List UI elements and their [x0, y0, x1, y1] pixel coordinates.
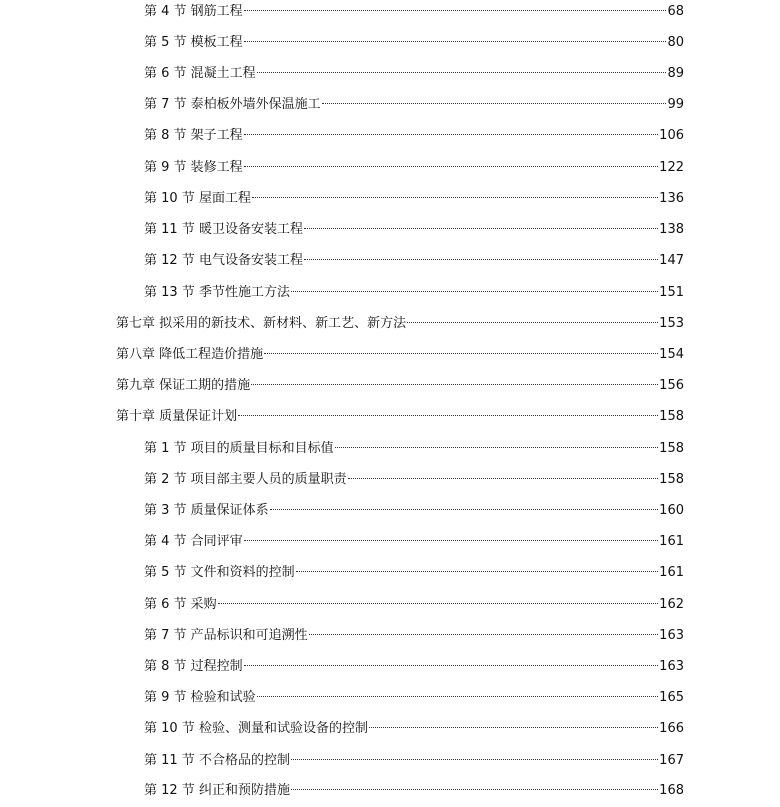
toc-entry-title: 第 11 节 暖卫设备安装工程: [144, 222, 303, 237]
toc-dot-leader: [244, 41, 667, 42]
toc-page-number: 136: [659, 191, 684, 206]
toc-entry-title: 第 5 节 文件和资料的控制: [144, 565, 295, 580]
toc-dot-leader: [335, 447, 659, 448]
toc-dot-leader: [348, 478, 659, 479]
toc-entry-title: 第 10 节 屋面工程: [144, 191, 251, 206]
toc-entry-title: 第 13 节 季节性施工方法: [144, 285, 290, 300]
toc-entry-title: 第 7 节 泰柏板外墙外保温施工: [144, 97, 321, 112]
toc-entry[interactable]: [144, 532, 684, 552]
toc-page-number: 138: [659, 222, 684, 237]
toc-entry[interactable]: [144, 220, 684, 240]
toc-page-number: 160: [659, 503, 684, 518]
toc-page-number: 147: [659, 253, 684, 268]
toc-dot-leader: [244, 10, 667, 11]
toc-dot-leader: [264, 353, 658, 354]
toc-dot-leader: [369, 727, 658, 728]
toc-entry[interactable]: [116, 345, 684, 365]
toc-page-number: 68: [667, 4, 684, 19]
toc-dot-leader: [257, 72, 667, 73]
toc-page-number: 99: [667, 97, 684, 112]
toc-dot-leader: [257, 696, 659, 697]
toc-entry[interactable]: [116, 376, 684, 396]
toc-dot-leader: [291, 789, 658, 790]
toc-entry-title: 第 9 节 检验和试验: [144, 690, 256, 705]
toc-entry[interactable]: [144, 158, 684, 178]
toc-entry[interactable]: [144, 781, 684, 801]
toc-page-number: 154: [659, 347, 684, 362]
toc-dot-leader: [238, 415, 658, 416]
toc-page-number: 158: [659, 441, 684, 456]
toc-page-number: 163: [659, 659, 684, 674]
toc-dot-leader: [407, 322, 658, 323]
toc-entry[interactable]: [116, 314, 684, 334]
toc-entry-title: 第 6 节 混凝土工程: [144, 66, 256, 81]
toc-entry[interactable]: [116, 407, 684, 427]
toc-entry[interactable]: [144, 751, 684, 771]
toc-entry-title: 第 10 节 检验、测量和试验设备的控制: [144, 721, 368, 736]
toc-dot-leader: [304, 259, 658, 260]
toc-dot-leader: [244, 540, 659, 541]
toc-dot-leader: [244, 665, 659, 666]
toc-entry-title: 第 8 节 架子工程: [144, 128, 243, 143]
toc-page-number: 122: [659, 160, 684, 175]
toc-entry-title: 第 8 节 过程控制: [144, 659, 243, 674]
toc-entry[interactable]: [144, 126, 684, 146]
toc-entry[interactable]: [144, 189, 684, 209]
toc-dot-leader: [218, 603, 659, 604]
toc-page-number: 162: [659, 597, 684, 612]
toc-entry-title: 第 9 节 装修工程: [144, 160, 243, 175]
toc-entry-title: 第 4 节 钢筋工程: [144, 4, 243, 19]
toc-page-number: 158: [659, 409, 684, 424]
toc-entry[interactable]: [144, 501, 684, 521]
toc-entry-title: 第 12 节 电气设备安装工程: [144, 253, 303, 268]
toc-page-number: 167: [659, 753, 684, 768]
toc-entry-title: 第九章 保证工期的措施: [116, 378, 251, 393]
toc-entry[interactable]: [144, 595, 684, 615]
toc-page-number: 165: [659, 690, 684, 705]
toc-entry-title: 第 3 节 质量保证体系: [144, 503, 269, 518]
toc-entry[interactable]: [144, 470, 684, 490]
toc-entry[interactable]: [144, 626, 684, 646]
toc-entry-title: 第 7 节 产品标识和可追溯性: [144, 628, 308, 643]
toc-entry[interactable]: [144, 719, 684, 739]
toc-entry[interactable]: [144, 283, 684, 303]
toc-dot-leader: [309, 634, 659, 635]
toc-entry[interactable]: [144, 657, 684, 677]
toc-page-number: 80: [667, 35, 684, 50]
toc-page-number: 168: [659, 783, 684, 798]
toc-dot-leader: [291, 759, 658, 760]
toc-page-number: 158: [659, 472, 684, 487]
toc-entry-title: 第 12 节 纠正和预防措施: [144, 783, 290, 798]
toc-entry[interactable]: [144, 688, 684, 708]
toc-entry[interactable]: [144, 95, 684, 115]
toc-page-number: 161: [659, 565, 684, 580]
toc-page-number: 163: [659, 628, 684, 643]
toc-entry-title: 第 11 节 不合格品的控制: [144, 753, 290, 768]
toc-entry-title: 第 2 节 项目部主要人员的质量职责: [144, 472, 347, 487]
toc-dot-leader: [304, 228, 658, 229]
toc-entry-title: 第 4 节 合同评审: [144, 534, 243, 549]
toc-dot-leader: [244, 134, 659, 135]
toc-page-number: 161: [659, 534, 684, 549]
toc-dot-leader: [322, 103, 667, 104]
toc-entry[interactable]: [144, 33, 684, 53]
toc-entry-title: 第七章 拟采用的新技术、新材料、新工艺、新方法: [116, 316, 407, 331]
toc-dot-leader: [251, 384, 658, 385]
toc-entry-title: 第 5 节 模板工程: [144, 35, 243, 50]
toc-page-number: 166: [659, 721, 684, 736]
toc-page-number: 156: [659, 378, 684, 393]
toc-page-number: 106: [659, 128, 684, 143]
toc-dot-leader: [291, 291, 658, 292]
toc-dot-leader: [270, 509, 659, 510]
toc-entry-title: 第 6 节 采购: [144, 597, 217, 612]
toc-page-number: 89: [667, 66, 684, 81]
toc-page-number: 153: [659, 316, 684, 331]
toc-dot-leader: [244, 166, 659, 167]
toc-entry[interactable]: [144, 2, 684, 22]
toc-entry[interactable]: [144, 439, 684, 459]
toc-entry[interactable]: [144, 563, 684, 583]
toc-dot-leader: [252, 197, 658, 198]
toc-entry[interactable]: [144, 251, 684, 271]
toc-entry-title: 第八章 降低工程造价措施: [116, 347, 264, 362]
toc-dot-leader: [296, 571, 659, 572]
toc-entry-title: 第十章 质量保证计划: [116, 409, 238, 424]
toc-page-number: 151: [659, 285, 684, 300]
toc-entry[interactable]: [144, 64, 684, 84]
toc-entry-title: 第 1 节 项目的质量目标和目标值: [144, 441, 334, 456]
